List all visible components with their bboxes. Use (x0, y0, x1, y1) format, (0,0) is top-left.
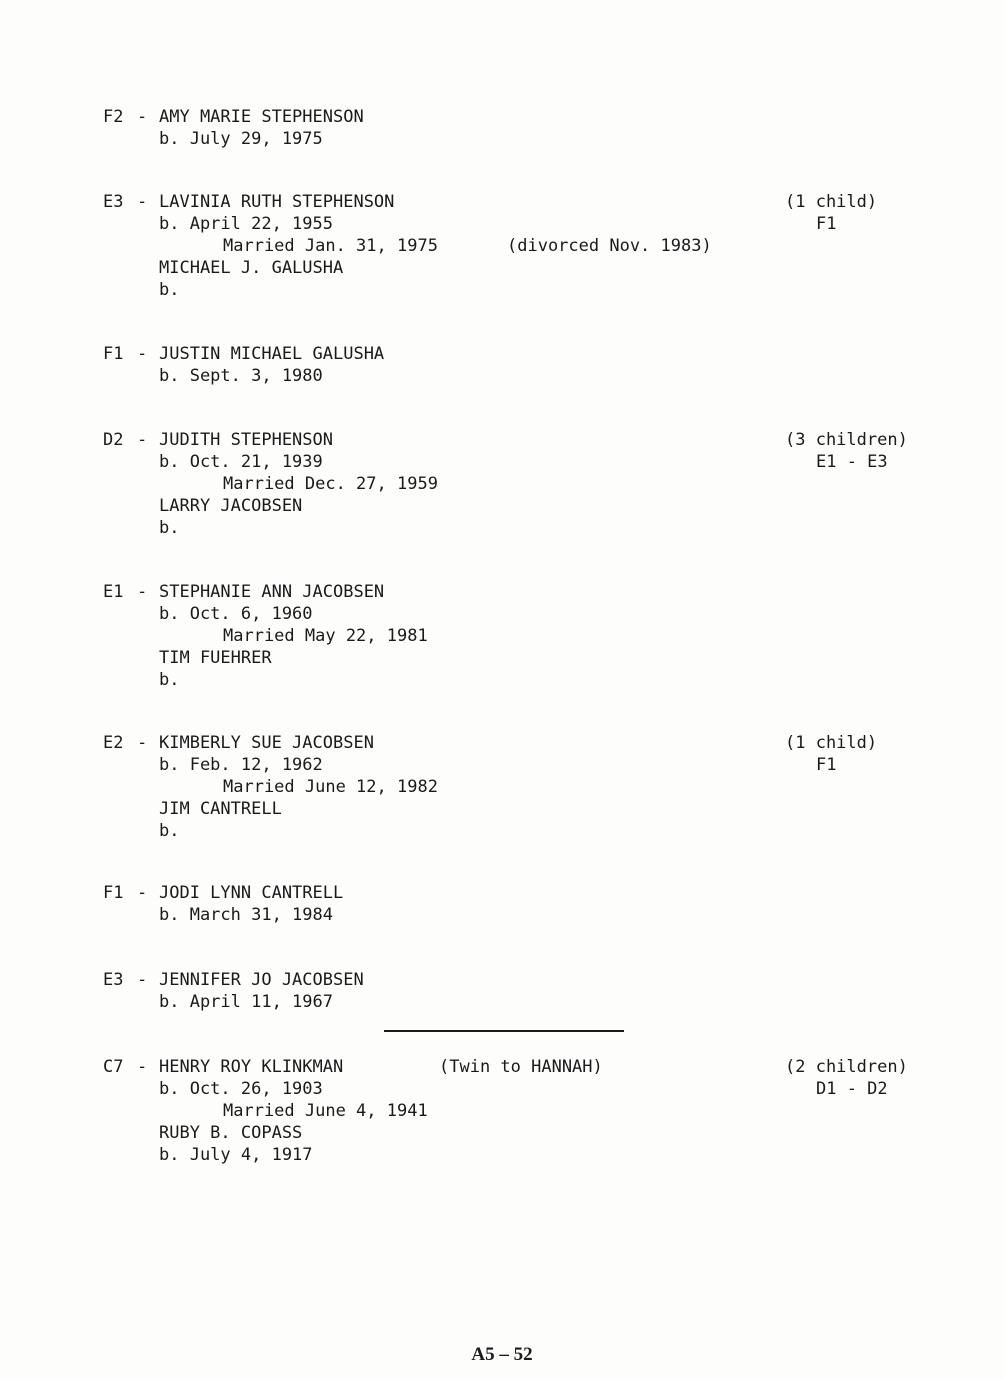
entry-name: AMY MARIE STEPHENSON (159, 107, 364, 127)
children-count: (1 child) (785, 733, 878, 753)
children-range: D1 - D2 (816, 1079, 888, 1099)
genealogy-entry (103, 732, 923, 842)
entry-code: F2 (103, 107, 124, 127)
spouse-name: TIM FUEHRER (159, 648, 272, 668)
spouse-name: LARRY JACOBSEN (159, 496, 303, 516)
spouse-name: JIM CANTRELL (159, 799, 282, 819)
entry-code: E1 (103, 582, 124, 602)
birth-date: b. April 11, 1967 (159, 992, 333, 1012)
entry-name: HENRY ROY KLINKMAN (159, 1057, 344, 1077)
entry-dash: - (137, 344, 148, 364)
entry-dash: - (137, 883, 148, 903)
genealogy-entry (103, 1056, 923, 1166)
birth-date: b. July 29, 1975 (159, 129, 323, 149)
entry-code: E3 (103, 970, 124, 990)
twin-note: (Twin to HANNAH) (439, 1057, 603, 1077)
entry-name: STEPHANIE ANN JACOBSEN (159, 582, 385, 602)
spouse-birth-date: b. (159, 670, 180, 690)
entry-code: E3 (103, 192, 124, 212)
spouse-birth-date: b. (159, 280, 180, 300)
marriage-date: Married June 12, 1982 (223, 777, 438, 797)
genealogy-entry (103, 343, 923, 387)
spouse-birth-date: b. (159, 518, 180, 538)
spouse-birth-date: b. (159, 821, 180, 841)
entry-code: F1 (103, 883, 124, 903)
entry-dash: - (137, 107, 148, 127)
genealogy-entry (103, 429, 923, 539)
genealogy-entry (103, 882, 923, 926)
entry-code: C7 (103, 1057, 124, 1077)
entry-name: LAVINIA RUTH STEPHENSON (159, 192, 395, 212)
entry-name: JUDITH STEPHENSON (159, 430, 333, 450)
children-count: (1 child) (785, 192, 878, 212)
marriage-date: Married June 4, 1941 (223, 1101, 428, 1121)
children-range: F1 (816, 755, 837, 775)
genealogy-entry (103, 581, 923, 691)
children-range: E1 - E3 (816, 452, 888, 472)
entry-dash: - (137, 192, 148, 212)
children-count: (3 children) (785, 430, 908, 450)
genealogy-entry (103, 191, 923, 301)
entry-dash: - (137, 430, 148, 450)
birth-date: b. March 31, 1984 (159, 905, 333, 925)
birth-date: b. April 22, 1955 (159, 214, 333, 234)
entry-name: KIMBERLY SUE JACOBSEN (159, 733, 374, 753)
divorce-note: (divorced Nov. 1983) (507, 236, 712, 256)
marriage-date: Married Jan. 31, 1975 (223, 236, 438, 256)
marriage-date: Married Dec. 27, 1959 (223, 474, 438, 494)
spouse-birth-date: b. July 4, 1917 (159, 1145, 313, 1165)
genealogy-entry (103, 106, 923, 150)
birth-date: b. Oct. 6, 1960 (159, 604, 313, 624)
spouse-name: RUBY B. COPASS (159, 1123, 303, 1143)
birth-date: b. Oct. 26, 1903 (159, 1079, 323, 1099)
entry-dash: - (137, 970, 148, 990)
birth-date: b. Oct. 21, 1939 (159, 452, 323, 472)
spouse-name: MICHAEL J. GALUSHA (159, 258, 344, 278)
entry-name: JODI LYNN CANTRELL (159, 883, 344, 903)
children-range: F1 (816, 214, 837, 234)
section-divider (384, 1030, 624, 1032)
entry-code: F1 (103, 344, 124, 364)
entry-name: JENNIFER JO JACOBSEN (159, 970, 364, 990)
marriage-date: Married May 22, 1981 (223, 626, 428, 646)
birth-date: b. Feb. 12, 1962 (159, 755, 323, 775)
children-count: (2 children) (785, 1057, 908, 1077)
genealogy-entry (103, 969, 923, 1013)
page-number: A5 – 52 (471, 1344, 533, 1365)
birth-date: b. Sept. 3, 1980 (159, 366, 323, 386)
entry-code: E2 (103, 733, 124, 753)
entry-dash: - (137, 1057, 148, 1077)
entry-code: D2 (103, 430, 124, 450)
entry-dash: - (137, 733, 148, 753)
entry-name: JUSTIN MICHAEL GALUSHA (159, 344, 385, 364)
entry-dash: - (137, 582, 148, 602)
